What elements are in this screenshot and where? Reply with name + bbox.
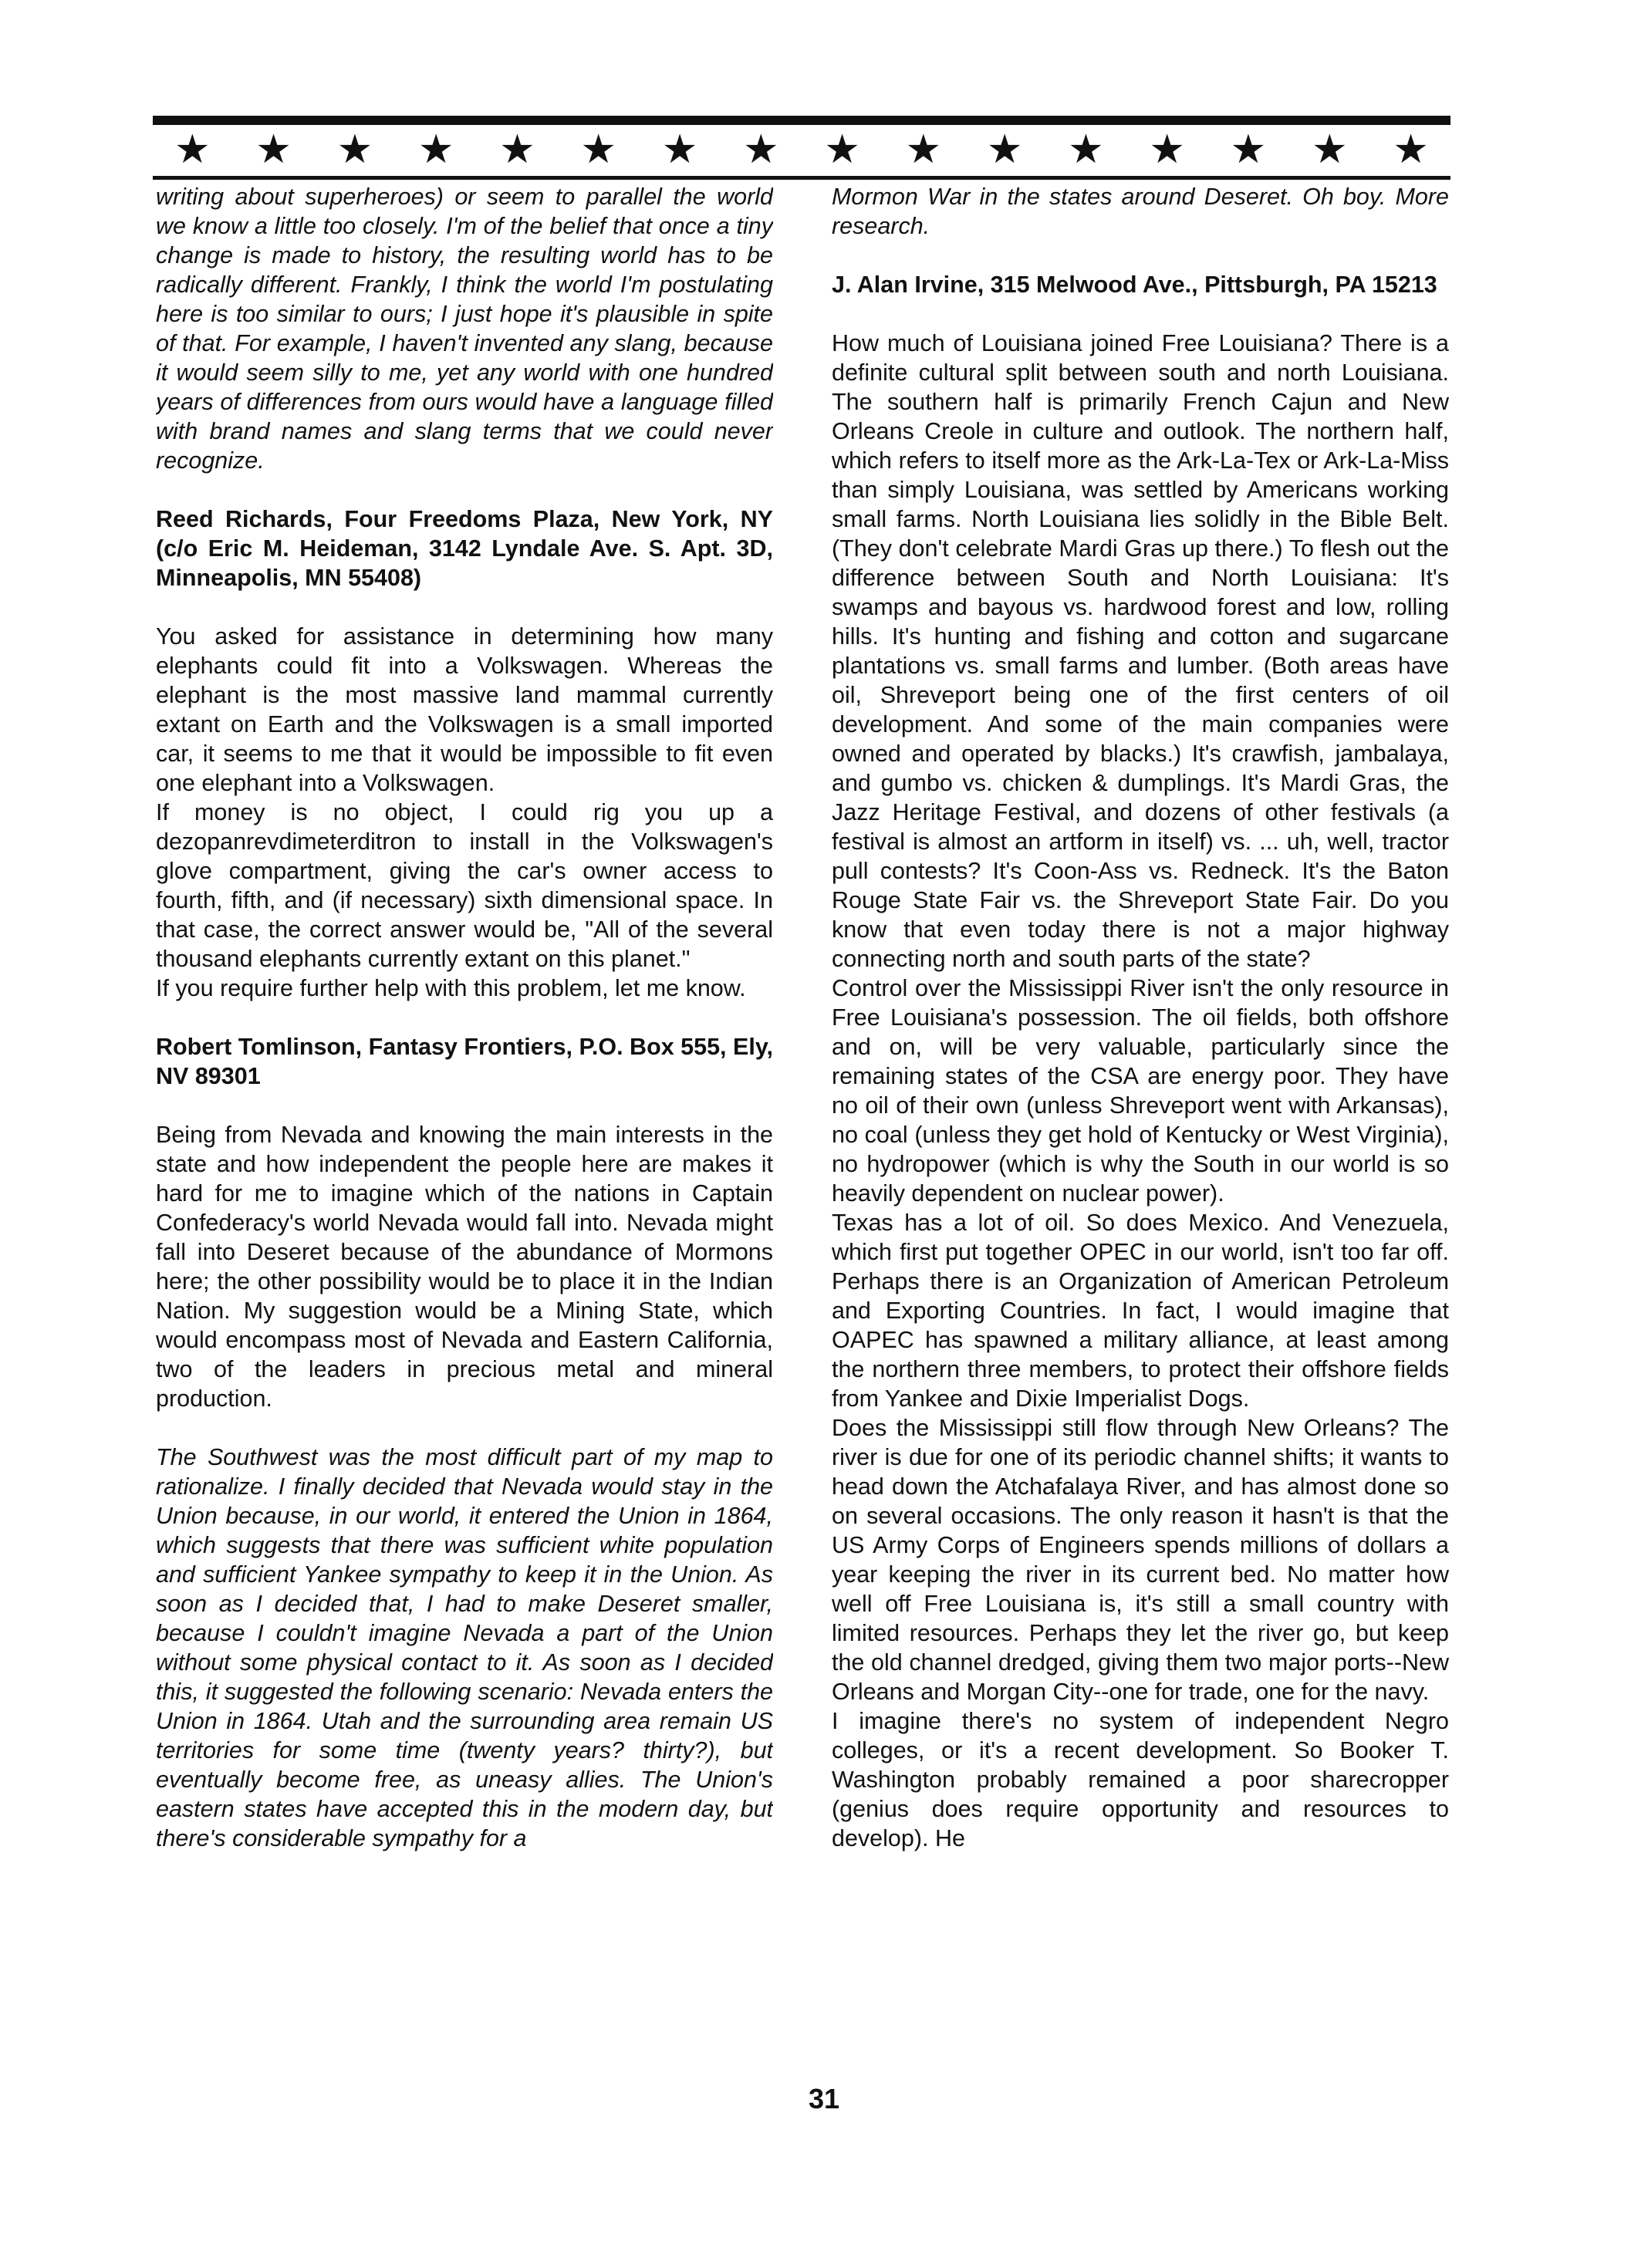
star-icon: ★ <box>580 127 617 172</box>
star-icon: ★ <box>986 127 1023 172</box>
letter-heading: Robert Tomlinson, Fantasy Frontiers, P.O. Box 555, Ely, NV 89301 <box>156 1034 773 1089</box>
star-icon: ★ <box>661 127 698 172</box>
star-icon: ★ <box>1149 127 1185 172</box>
star-icon: ★ <box>824 127 860 172</box>
top-rule <box>153 116 1450 125</box>
letter-paragraph: How much of Louisiana joined Free Louisiana? There is a definite cultural split between south and north Louisiana. The southern half is primarily French Cajun and New Orleans Creole in culture and outlook. The northern half, which refers to itself more as the Ark-La-Tex or Ark-La-Miss than simply Louisiana, was settled by Americans working small farms. North Louisiana lies solidly in the Bible Belt. (They don't celebrate Mardi Gras up there.) To flesh out the difference between South and North Louisiana: It's swamps and bayous vs. hardwood forest and low, rolling hills. It's hunting and fishing and cotton and sugarcane plantations vs. small farms and lumber. (Both areas have oil, Shreveport being one of the first centers of oil development. And some of the main companies were owned and operated by blacks.) It's crawfish, jambalaya, and gumbo vs. chicken & dumplings. It's Mardi Gras, the Jazz Heritage Festival, and dozens of other festivals (a festival is almost an artform in itself) vs. ... uh, well, tractor pull contests? It's Coon-Ass vs. Redneck. It's the Baton Rouge State Fair vs. the Shreveport State Fair. Do you know that even today there is not a major highway connecting north and south parts of the state? <box>832 330 1449 972</box>
editor-reply-text: writing about superheroes) or seem to parallel the world we know a little too closely. I'm of the belief that once a tiny change is made to history, the resulting world has to be radically different. Frankly, I think the world I'm postulating here is too similar to ours; I just hope it's plausible in spite of that. For example, I haven't invented any slang, because it would seem silly to me, yet any world with one hundred years of differences from ours would have a language filled with brand names and slang terms that we could never recognize. <box>156 184 773 474</box>
star-icon: ★ <box>742 127 779 172</box>
star-icon: ★ <box>1230 127 1267 172</box>
star-icon: ★ <box>417 127 454 172</box>
letter-paragraph: You asked for assistance in determining how many elephants could fit into a Volkswagen. Whereas the elephant is the most massive land mammal currently extant on Earth and the Volkswagen is a small imported car, it seems to me that it would be impossible to fit even one elephant into a Volkswagen. <box>156 623 773 796</box>
letter-paragraph: If you require further help with this problem, let me know. <box>156 975 746 1001</box>
banner-underline <box>153 176 1450 180</box>
letter-paragraph: I imagine there's no system of independent Negro colleges, or it's a recent development. So Booker T. Washington probably remained a poor sharecropper (genius does require opportunity and resources to develop). He <box>832 1708 1449 1851</box>
editor-reply-text: Mormon War in the states around Deseret. Oh boy. More research. <box>832 184 1449 239</box>
editor-reply-text: The Southwest was the most difficult part of my map to rationalize. I finally decided that Nevada would stay in the Union because, in our world, it entered the Union in 1864, which suggests that there was sufficient white population and sufficient Yankee sympathy to keep it in the Union. As soon as I decided that, I had to make Deseret smaller, because I couldn't imagine Nevada a part of the Union without some physical contact to it. As soon as I decided this, it suggested the following scenario: Nevada enters the Union in 1864. Utah and the surrounding area remain US territories for some time (twenty years? thirty?), but eventually become free, as uneasy allies. The Union's eastern states have accepted this in the modern day, but there's considerable sympathy for a <box>156 1444 773 1851</box>
page-number: 31 <box>808 2083 840 2114</box>
star-icon: ★ <box>1311 127 1348 172</box>
star-icon: ★ <box>1393 127 1429 172</box>
star-icon: ★ <box>255 127 292 172</box>
letter-paragraph: Texas has a lot of oil. So does Mexico. And Venezuela, which first put together OPEC in our world, isn't too far off. Perhaps there is an Organization of American Petroleum and Exporting Countries. In fact, I would imagine that OAPEC has spawned a military alliance, at least among the northern three members, to protect their offshore fields from Yankee and Dixie Imperialist Dogs. <box>832 1210 1449 1412</box>
letter-paragraph: Control over the Mississippi River isn't the only resource in Free Louisiana's possession. The oil fields, both offshore and on, will be very valuable, particularly since the remaining states of the CSA are energy poor. They have no oil of their own (unless Shreveport went with Arkansas), no coal (unless they get hold of Kentucky or West Virginia), no hydropower (which is why the South in our world is so heavily dependent on nuclear power). <box>832 975 1449 1207</box>
star-icon: ★ <box>905 127 942 172</box>
star-icon: ★ <box>336 127 373 172</box>
star-icon: ★ <box>499 127 535 172</box>
letter-heading: Reed Richards, Four Freedoms Plaza, New York, NY (c/o Eric M. Heideman, 3142 Lyndale Ave. S. Apt. 3D, Minneapolis, MN 55408) <box>156 506 773 591</box>
letter-paragraph: Being from Nevada and knowing the main interests in the state and how independent the people here are makes it hard for me to imagine which of the nations in Captain Confederacy's world Nevada would fall into. Nevada might fall into Deseret because of the abundance of Mormons here; the other possibility would be to place it in the Indian Nation. My suggestion would be a Mining State, which would encompass most of Nevada and Eastern California, two of the leaders in precious metal and mineral production. <box>156 1122 773 1412</box>
right-column <box>832 182 1449 2064</box>
letter-paragraph: If money is no object, I could rig you up a dezopanrevdimeterditron to install in the Volkswagen's glove compartment, giving the car's owner access to fourth, fifth, and (if necessary) sixth dimensional space. In that case, the correct answer would be, "All of the several thousand elephants currently extant on this planet." <box>156 799 773 972</box>
left-column <box>156 182 773 2064</box>
star-icon: ★ <box>174 127 211 172</box>
letter-heading: J. Alan Irvine, 315 Melwood Ave., Pittsburgh, PA 15213 <box>832 272 1437 298</box>
star-icon: ★ <box>1068 127 1104 172</box>
star-banner <box>153 128 1450 174</box>
letter-paragraph: Does the Mississippi still flow through New Orleans? The river is due for one of its periodic channel shifts; it wants to head down the Atchafalaya River, and has almost done so on several occasions. The only reason it hasn't is that the US Army Corps of Engineers spends millions of dollars a year keeping the river in its current bed. No matter how well off Free Louisiana is, it's still a small country with limited resources. Perhaps they let the river go, but keep the old channel dredged, giving them two major ports--New Orleans and Morgan City--one for trade, one for the navy. <box>832 1415 1449 1705</box>
